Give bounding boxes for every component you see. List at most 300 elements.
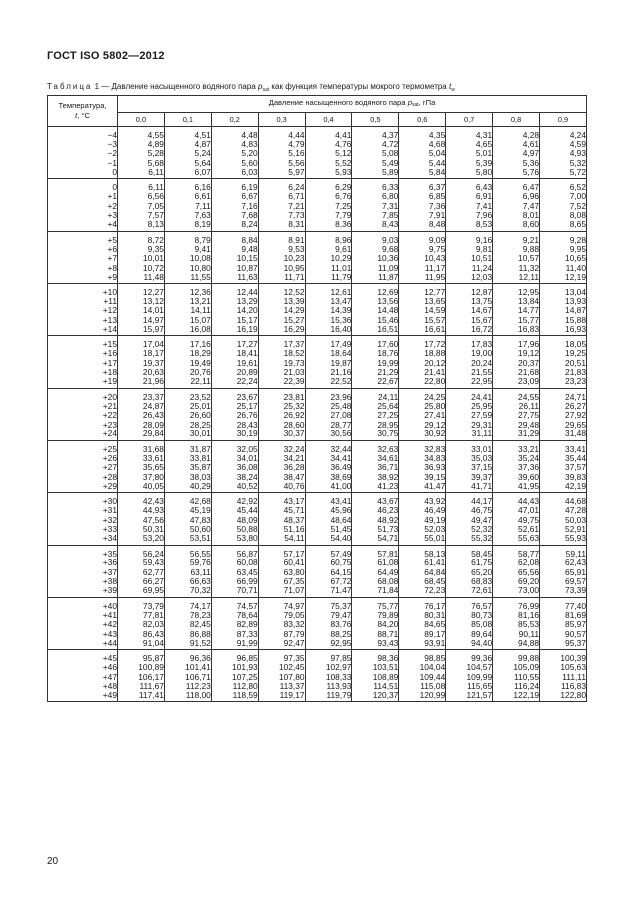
pressure-value-cell: 39,83 xyxy=(540,472,587,482)
pressure-value-cell: 4,31 xyxy=(446,127,493,140)
pressure-value-cell: 19,87 xyxy=(305,358,352,368)
pressure-value-cell: 4,37 xyxy=(352,127,399,140)
pressure-value-cell: 9,21 xyxy=(493,231,540,244)
pressure-value-cell: 12,11 xyxy=(493,273,540,284)
pressure-value-cell: 62,43 xyxy=(540,558,587,568)
pressure-value-cell: 26,11 xyxy=(493,401,540,411)
pressure-value-cell: 5,16 xyxy=(258,149,305,159)
table-row xyxy=(48,336,587,349)
pressure-value-cell: 81,69 xyxy=(540,610,587,620)
table-row xyxy=(48,220,587,231)
table-row xyxy=(48,672,587,682)
pressure-value-cell: 74,57 xyxy=(211,597,258,610)
pressure-value-cell: 90,11 xyxy=(493,629,540,639)
pressure-value-cell: 8,84 xyxy=(211,231,258,244)
pressure-value-cell: 12,03 xyxy=(446,273,493,284)
pressure-value-cell: 63,11 xyxy=(164,567,211,577)
table-row xyxy=(48,650,587,663)
pressure-value-cell: 41,23 xyxy=(352,482,399,493)
temperature-cell: +38 xyxy=(48,577,118,587)
pressure-value-cell: 38,92 xyxy=(352,472,399,482)
temperature-cell: −2 xyxy=(48,149,118,159)
pressure-value-cell: 12,95 xyxy=(493,283,540,296)
pressure-value-cell: 79,89 xyxy=(352,610,399,620)
temperature-cell: +18 xyxy=(48,368,118,378)
pressure-value-cell: 76,17 xyxy=(399,597,446,610)
pressure-value-cell: 95,37 xyxy=(540,639,587,650)
pressure-value-cell: 30,75 xyxy=(352,429,399,440)
pressure-value-cell: 30,56 xyxy=(305,429,352,440)
pressure-value-cell: 5,04 xyxy=(399,149,446,159)
pressure-value-cell: 38,24 xyxy=(211,472,258,482)
pressure-value-cell: 50,03 xyxy=(540,515,587,525)
pressure-value-cell: 9,09 xyxy=(399,231,446,244)
pressure-value-cell: 57,81 xyxy=(352,545,399,558)
pressure-value-cell: 51,73 xyxy=(352,525,399,535)
pressure-value-cell: 5,49 xyxy=(352,158,399,168)
pressure-value-cell: 95,87 xyxy=(118,650,165,663)
pressure-value-cell: 71,07 xyxy=(258,586,305,597)
pressure-value-cell: 82,89 xyxy=(211,620,258,630)
pressure-value-cell: 42,19 xyxy=(540,482,587,493)
pressure-value-cell: 85,53 xyxy=(493,620,540,630)
pressure-value-cell: 4,61 xyxy=(493,139,540,149)
pressure-value-cell: 11,01 xyxy=(305,263,352,273)
pressure-value-cell: 7,85 xyxy=(352,211,399,221)
pressure-value-cell: 8,19 xyxy=(164,220,211,231)
table-row xyxy=(48,472,587,482)
temperature-cell: −3 xyxy=(48,139,118,149)
pressure-value-cell: 92,47 xyxy=(258,639,305,650)
pressure-value-cell: 85,08 xyxy=(446,620,493,630)
temperature-cell: +15 xyxy=(48,336,118,349)
temperature-cell: +49 xyxy=(48,691,118,702)
pressure-value-cell: 33,01 xyxy=(446,440,493,453)
pressure-value-cell: 6,07 xyxy=(164,168,211,179)
pressure-value-cell: 8,60 xyxy=(493,220,540,231)
temperature-cell: +27 xyxy=(48,463,118,473)
pressure-value-cell: 7,57 xyxy=(118,211,165,221)
pressure-value-cell: 7,96 xyxy=(446,211,493,221)
temperature-cell: +9 xyxy=(48,273,118,284)
pressure-value-cell: 15,27 xyxy=(258,315,305,325)
table-row xyxy=(48,158,587,168)
table-row xyxy=(48,263,587,273)
pressure-value-cell: 105,09 xyxy=(493,663,540,673)
pressure-value-cell: 120,99 xyxy=(399,691,446,702)
pressure-value-cell: 9,41 xyxy=(164,244,211,254)
pressure-value-cell: 54,40 xyxy=(305,534,352,545)
pressure-value-cell: 14,59 xyxy=(399,306,446,316)
pressure-value-cell: 66,99 xyxy=(211,577,258,587)
pressure-value-cell: 19,49 xyxy=(164,358,211,368)
pressure-value-cell: 6,37 xyxy=(399,179,446,192)
decimal-column-header: 0,6 xyxy=(399,112,446,126)
temperature-cell: +40 xyxy=(48,597,118,610)
pressure-value-cell: 5,64 xyxy=(164,158,211,168)
pressure-value-cell: 10,29 xyxy=(305,254,352,264)
temperature-group xyxy=(48,545,587,597)
table-row xyxy=(48,663,587,673)
pressure-value-cell: 60,41 xyxy=(258,558,305,568)
pressure-value-cell: 30,92 xyxy=(399,429,446,440)
pressure-value-cell: 9,16 xyxy=(446,231,493,244)
pressure-value-cell: 13,84 xyxy=(493,296,540,306)
pressure-value-cell: 90,57 xyxy=(540,629,587,639)
pressure-value-cell: 7,47 xyxy=(493,201,540,211)
pressure-value-cell: 102,45 xyxy=(258,663,305,673)
pressure-value-cell: 98,85 xyxy=(399,650,446,663)
pressure-value-cell: 79,05 xyxy=(258,610,305,620)
pressure-value-cell: 45,71 xyxy=(258,506,305,516)
pressure-value-cell: 63,80 xyxy=(258,567,305,577)
pressure-value-cell: 94,88 xyxy=(493,639,540,650)
pressure-value-cell: 118,00 xyxy=(164,691,211,702)
pressure-value-cell: 5,01 xyxy=(446,149,493,159)
table-row xyxy=(48,545,587,558)
pressure-value-cell: 31,11 xyxy=(446,429,493,440)
pressure-value-cell: 5,76 xyxy=(493,168,540,179)
pressure-value-cell: 11,55 xyxy=(164,273,211,284)
pressure-value-cell: 19,73 xyxy=(258,358,305,368)
pressure-value-cell: 13,56 xyxy=(352,296,399,306)
pressure-value-cell: 8,08 xyxy=(540,211,587,221)
table-row xyxy=(48,296,587,306)
pressure-value-cell: 116,83 xyxy=(540,682,587,692)
pressure-value-cell: 13,04 xyxy=(540,283,587,296)
pressure-value-cell: 25,32 xyxy=(258,401,305,411)
table-row xyxy=(48,420,587,430)
temperature-cell: +1 xyxy=(48,192,118,202)
pressure-value-cell: 27,08 xyxy=(305,410,352,420)
pressure-value-cell: 41,00 xyxy=(305,482,352,493)
decimal-column-header: 0,0 xyxy=(118,112,165,126)
pressure-value-cell: 16,29 xyxy=(258,325,305,336)
pressure-value-cell: 19,25 xyxy=(540,349,587,359)
table-row xyxy=(48,127,587,140)
pressure-value-cell: 14,11 xyxy=(164,306,211,316)
table-row xyxy=(48,453,587,463)
pressure-value-cell: 15,17 xyxy=(211,315,258,325)
pressure-value-cell: 76,99 xyxy=(493,597,540,610)
temperature-cell: +6 xyxy=(48,244,118,254)
pressure-value-cell: 17,16 xyxy=(164,336,211,349)
pressure-value-cell: 34,21 xyxy=(258,453,305,463)
pressure-value-cell: 101,41 xyxy=(164,663,211,673)
pressure-value-cell: 11,24 xyxy=(446,263,493,273)
pressure-value-cell: 91,04 xyxy=(118,639,165,650)
pressure-value-cell: 98,36 xyxy=(352,650,399,663)
pressure-value-cell: 10,57 xyxy=(493,254,540,264)
pressure-value-cell: 15,07 xyxy=(164,315,211,325)
pressure-value-cell: 5,89 xyxy=(352,168,399,179)
table-row xyxy=(48,639,587,650)
pressure-value-cell: 28,25 xyxy=(164,420,211,430)
pressure-value-cell: 17,49 xyxy=(305,336,352,349)
pressure-value-cell: 26,43 xyxy=(118,410,165,420)
pressure-value-cell: 7,36 xyxy=(399,201,446,211)
pressure-value-cell: 113,37 xyxy=(258,682,305,692)
temperature-cell: +44 xyxy=(48,639,118,650)
pressure-value-cell: 32,83 xyxy=(399,440,446,453)
pressure-value-cell: 58,77 xyxy=(493,545,540,558)
pressure-value-cell: 17,96 xyxy=(493,336,540,349)
pressure-value-cell: 4,68 xyxy=(399,139,446,149)
pressure-value-cell: 59,43 xyxy=(118,558,165,568)
pressure-value-cell: 10,72 xyxy=(118,263,165,273)
decimal-column-header: 0,4 xyxy=(305,112,352,126)
pressure-value-cell: 53,20 xyxy=(118,534,165,545)
pressure-value-cell: 11,87 xyxy=(352,273,399,284)
pressure-value-cell: 31,68 xyxy=(118,440,165,453)
table-row xyxy=(48,620,587,630)
pressure-value-cell: 61,08 xyxy=(352,558,399,568)
pressure-value-cell: 7,73 xyxy=(258,211,305,221)
temperature-cell: +39 xyxy=(48,586,118,597)
pressure-value-cell: 106,17 xyxy=(118,672,165,682)
pressure-value-cell: 12,87 xyxy=(446,283,493,296)
pressure-value-cell: 32,44 xyxy=(305,440,352,453)
pressure-value-cell: 22,52 xyxy=(305,377,352,388)
temperature-cell: +28 xyxy=(48,472,118,482)
temperature-cell: +43 xyxy=(48,629,118,639)
pressure-value-cell: 91,52 xyxy=(164,639,211,650)
pressure-value-cell: 4,35 xyxy=(399,127,446,140)
pressure-value-cell: 91,99 xyxy=(211,639,258,650)
pressure-value-cell: 73,00 xyxy=(493,586,540,597)
temperature-cell: +5 xyxy=(48,231,118,244)
pressure-value-cell: 7,31 xyxy=(352,201,399,211)
pressure-value-cell: 93,91 xyxy=(399,639,446,650)
pressure-value-cell: 24,41 xyxy=(446,388,493,401)
pressure-value-cell: 93,43 xyxy=(352,639,399,650)
pressure-value-cell: 5,60 xyxy=(211,158,258,168)
pressure-value-cell: 114,51 xyxy=(352,682,399,692)
pressure-value-cell: 10,01 xyxy=(118,254,165,264)
pressure-value-cell: 11,63 xyxy=(211,273,258,284)
pressure-value-cell: 65,20 xyxy=(446,567,493,577)
pressure-value-cell: 80,73 xyxy=(446,610,493,620)
table-row xyxy=(48,254,587,264)
pressure-value-cell: 35,87 xyxy=(164,463,211,473)
pressure-value-cell: 6,71 xyxy=(258,192,305,202)
temperature-cell: +17 xyxy=(48,358,118,368)
pressure-value-cell: 118,59 xyxy=(211,691,258,702)
caption-symbol-sub: sat xyxy=(262,87,270,93)
pressure-value-cell: 26,60 xyxy=(164,410,211,420)
pressure-value-cell: 20,24 xyxy=(446,358,493,368)
pressure-value-cell: 23,81 xyxy=(258,388,305,401)
pressure-value-cell: 4,28 xyxy=(493,127,540,140)
pressure-value-cell: 10,23 xyxy=(258,254,305,264)
saturated-vapour-pressure-table xyxy=(47,95,587,702)
pressure-value-cell: 6,76 xyxy=(305,192,352,202)
pressure-value-cell: 6,56 xyxy=(118,192,165,202)
pressure-value-cell: 4,44 xyxy=(258,127,305,140)
pressure-value-cell: 57,49 xyxy=(305,545,352,558)
pressure-value-cell: 9,48 xyxy=(211,244,258,254)
table-row xyxy=(48,273,587,284)
pressure-value-cell: 21,41 xyxy=(399,368,446,378)
pressure-value-cell: 17,83 xyxy=(446,336,493,349)
pressure-value-cell: 119,79 xyxy=(305,691,352,702)
pressure-value-cell: 24,11 xyxy=(352,388,399,401)
pressure-value-cell: 7,05 xyxy=(118,201,165,211)
pressure-value-cell: 109,44 xyxy=(399,672,446,682)
pressure-value-cell: 9,81 xyxy=(446,244,493,254)
pressure-value-cell: 20,12 xyxy=(399,358,446,368)
pressure-value-cell: 13,47 xyxy=(305,296,352,306)
pressure-value-cell: 42,92 xyxy=(211,493,258,506)
pressure-value-cell: 102,97 xyxy=(305,663,352,673)
temperature-cell: +34 xyxy=(48,534,118,545)
pressure-value-cell: 73,39 xyxy=(540,586,587,597)
pressure-value-cell: 34,41 xyxy=(305,453,352,463)
pressure-value-cell: 64,15 xyxy=(305,567,352,577)
temperature-cell: +4 xyxy=(48,220,118,231)
pressure-value-cell: 21,29 xyxy=(352,368,399,378)
pressure-value-cell: 10,95 xyxy=(258,263,305,273)
pressure-value-cell: 30,01 xyxy=(164,429,211,440)
pressure-value-cell: 17,27 xyxy=(211,336,258,349)
pressure-value-cell: 58,13 xyxy=(399,545,446,558)
pressure-value-cell: 50,88 xyxy=(211,525,258,535)
pressure-value-cell: 16,72 xyxy=(446,325,493,336)
pressure-value-cell: 21,16 xyxy=(305,368,352,378)
pressure-value-cell: 21,96 xyxy=(118,377,165,388)
pressure-value-cell: 45,96 xyxy=(305,506,352,516)
pressure-value-cell: 22,67 xyxy=(352,377,399,388)
table-row xyxy=(48,440,587,453)
pressure-value-cell: 11,95 xyxy=(399,273,446,284)
pressure-value-cell: 35,65 xyxy=(118,463,165,473)
decimal-column-header: 0,1 xyxy=(164,112,211,126)
pressure-value-cell: 30,37 xyxy=(258,429,305,440)
pressure-value-cell: 12,69 xyxy=(352,283,399,296)
pressure-value-cell: 94,40 xyxy=(446,639,493,650)
pressure-value-cell: 18,76 xyxy=(352,349,399,359)
temperature-cell: +24 xyxy=(48,429,118,440)
temperature-group xyxy=(48,388,587,440)
pressure-value-cell: 47,01 xyxy=(493,506,540,516)
pressure-value-cell: 39,15 xyxy=(399,472,446,482)
pressure-value-cell: 6,24 xyxy=(258,179,305,192)
pressure-value-cell: 15,36 xyxy=(305,315,352,325)
pressure-value-cell: 19,37 xyxy=(118,358,165,368)
pressure-value-cell: 12,44 xyxy=(211,283,258,296)
pressure-value-cell: 29,65 xyxy=(540,420,587,430)
table-row xyxy=(48,179,587,192)
pressure-value-cell: 111,67 xyxy=(118,682,165,692)
pressure-value-cell: 12,27 xyxy=(118,283,165,296)
pressure-value-cell: 14,39 xyxy=(305,306,352,316)
pressure-value-cell: 28,95 xyxy=(352,420,399,430)
table-row xyxy=(48,349,587,359)
pressure-value-cell: 38,03 xyxy=(164,472,211,482)
decimal-column-header: 0,5 xyxy=(352,112,399,126)
pressure-value-cell: 37,36 xyxy=(493,463,540,473)
pressure-value-cell: 14,67 xyxy=(446,306,493,316)
pressure-value-cell: 122,80 xyxy=(540,691,587,702)
pressure-value-cell: 122,19 xyxy=(493,691,540,702)
pressure-value-cell: 57,17 xyxy=(258,545,305,558)
pressure-value-cell: 19,00 xyxy=(446,349,493,359)
pressure-value-cell: 11,71 xyxy=(258,273,305,284)
pressure-value-cell: 12,77 xyxy=(399,283,446,296)
pressure-value-cell: 8,91 xyxy=(258,231,305,244)
pressure-value-cell: 33,81 xyxy=(164,453,211,463)
pressure-value-cell: 72,23 xyxy=(399,586,446,597)
pressure-value-cell: 4,72 xyxy=(352,139,399,149)
pressure-value-cell: 16,51 xyxy=(352,325,399,336)
pressure-value-cell: 75,37 xyxy=(305,597,352,610)
table-row xyxy=(48,610,587,620)
pressure-value-cell: 37,15 xyxy=(446,463,493,473)
pressure-value-cell: 6,43 xyxy=(446,179,493,192)
temperature-cell: 0 xyxy=(48,179,118,192)
pressure-value-cell: 71,84 xyxy=(352,586,399,597)
pressure-value-cell: 15,88 xyxy=(540,315,587,325)
pressure-value-cell: 97,35 xyxy=(258,650,305,663)
pressure-value-cell: 9,75 xyxy=(399,244,446,254)
pressure-value-cell: 7,00 xyxy=(540,192,587,202)
pressure-value-cell: 46,75 xyxy=(446,506,493,516)
table-row xyxy=(48,629,587,639)
pressure-value-cell: 82,03 xyxy=(118,620,165,630)
pressure-value-cell: 7,63 xyxy=(164,211,211,221)
pressure-value-cell: 11,17 xyxy=(399,263,446,273)
pressure-value-cell: 8,79 xyxy=(164,231,211,244)
pressure-value-cell: 19,99 xyxy=(352,358,399,368)
pressure-value-cell: 116,24 xyxy=(493,682,540,692)
pressure-value-cell: 108,33 xyxy=(305,672,352,682)
pressure-value-cell: 40,52 xyxy=(211,482,258,493)
pressure-value-cell: 21,83 xyxy=(540,368,587,378)
pressure-value-cell: 5,80 xyxy=(446,168,493,179)
pressure-value-cell: 50,31 xyxy=(118,525,165,535)
pressure-value-cell: 17,72 xyxy=(399,336,446,349)
pressure-value-cell: 32,24 xyxy=(258,440,305,453)
pressure-value-cell: 5,20 xyxy=(211,149,258,159)
decimal-column-header: 0,7 xyxy=(446,112,493,126)
pressure-value-cell: 105,63 xyxy=(540,663,587,673)
pressure-value-cell: 19,12 xyxy=(493,349,540,359)
pressure-value-cell: 38,47 xyxy=(258,472,305,482)
pressure-value-cell: 33,21 xyxy=(493,440,540,453)
pressure-value-cell: 55,93 xyxy=(540,534,587,545)
temperature-cell: +25 xyxy=(48,440,118,453)
temperature-cell: +19 xyxy=(48,377,118,388)
pressure-value-cell: 40,76 xyxy=(258,482,305,493)
pressure-value-cell: 49,75 xyxy=(493,515,540,525)
temperature-group xyxy=(48,650,587,702)
pressure-value-cell: 9,95 xyxy=(540,244,587,254)
pressure-value-cell: 58,45 xyxy=(446,545,493,558)
pressure-value-cell: 26,76 xyxy=(211,410,258,420)
pressure-value-cell: 29,12 xyxy=(399,420,446,430)
pressure-value-cell: 37,57 xyxy=(540,463,587,473)
pressure-value-cell: 96,85 xyxy=(211,650,258,663)
pressure-value-cell: 24,25 xyxy=(399,388,446,401)
pressure-value-cell: 111,11 xyxy=(540,672,587,682)
pressure-value-cell: 41,71 xyxy=(446,482,493,493)
pressure-value-cell: 13,75 xyxy=(446,296,493,306)
pressure-value-cell: 48,37 xyxy=(258,515,305,525)
pressure-value-cell: 6,61 xyxy=(164,192,211,202)
pressure-value-cell: 21,68 xyxy=(493,368,540,378)
pressure-value-cell: 79,47 xyxy=(305,610,352,620)
pressure-value-cell: 41,95 xyxy=(493,482,540,493)
